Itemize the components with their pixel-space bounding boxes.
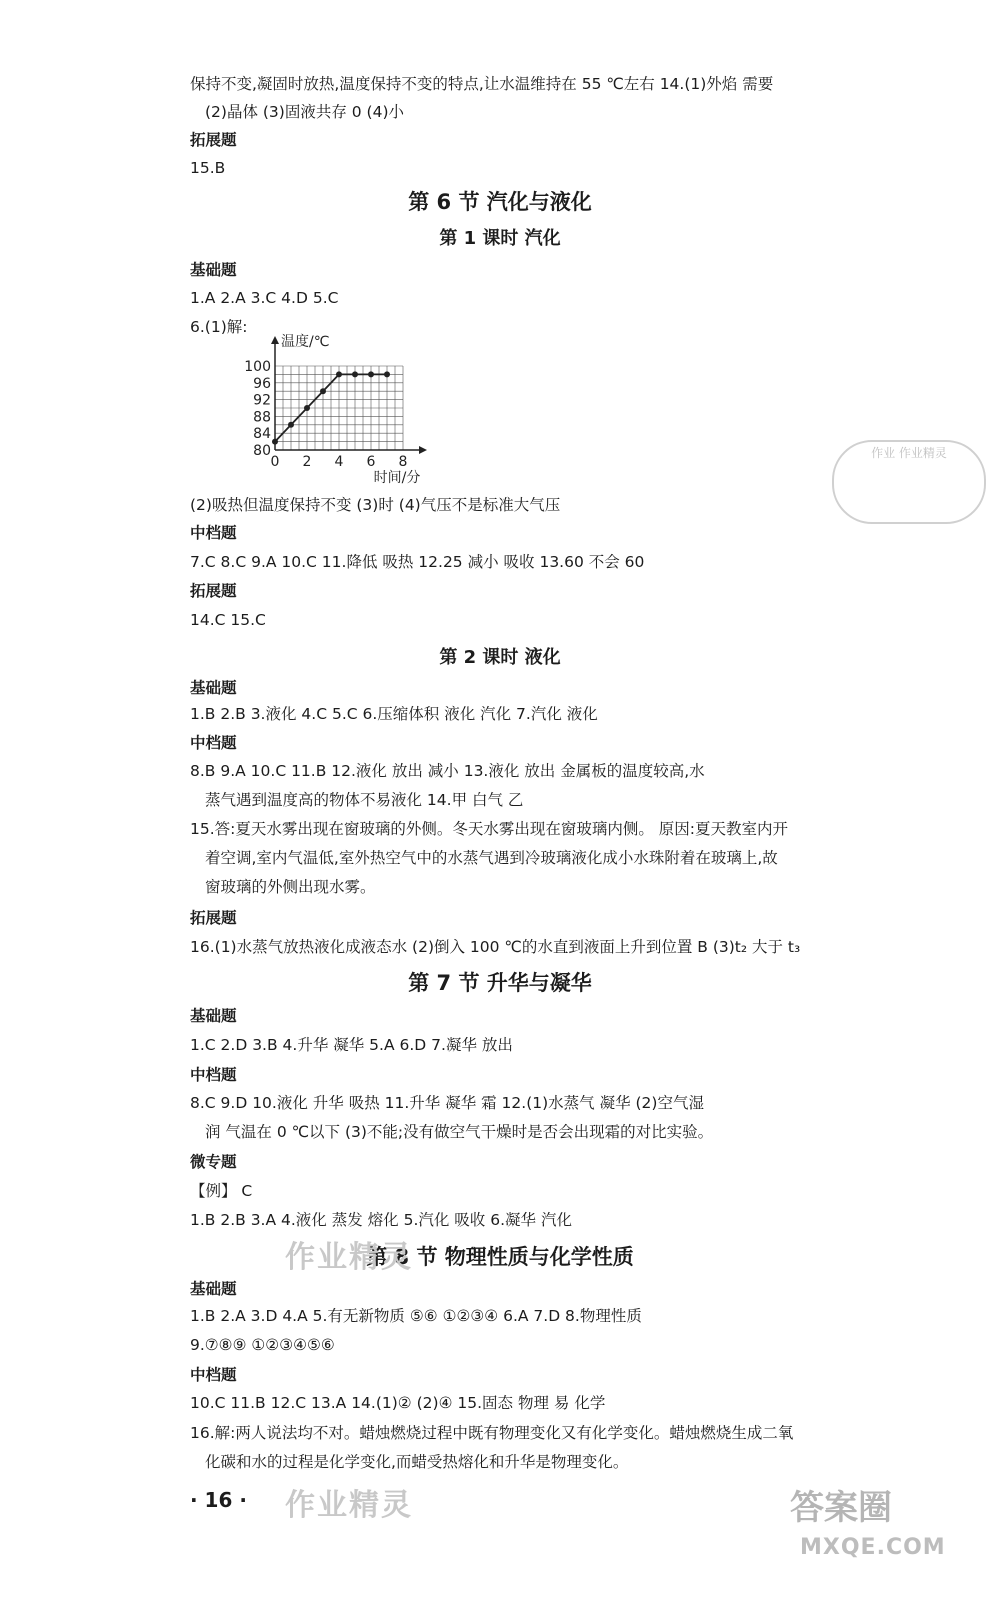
- y-tick-label: 88: [253, 409, 271, 426]
- x-tick-label: 4: [334, 454, 344, 470]
- data-point: [384, 371, 390, 377]
- answer-line: 化碳和水的过程是化学变化,而蜡受热熔化和升华是物理变化。: [205, 1453, 629, 1471]
- section-title: 第 8 节 物理性质与化学性质: [366, 1245, 634, 1269]
- x-axis-arrow: [419, 446, 427, 454]
- answer-line: (2)吸热但温度保持不变 (3)时 (4)气压不是标准大气压: [190, 496, 561, 514]
- section-label: 基础题: [190, 261, 237, 279]
- y-tick-label: 84: [253, 426, 271, 443]
- answer-line: 【例】 C: [190, 1182, 253, 1200]
- y-tick-label: 92: [253, 392, 271, 409]
- watermark-logo: 答案圈: [790, 1488, 892, 1528]
- data-point: [336, 371, 342, 377]
- data-point: [272, 439, 278, 445]
- section-label: 拓展题: [190, 909, 237, 927]
- section-title: 第 6 节 汽化与液化: [408, 190, 592, 214]
- x-tick-label: 6: [366, 454, 376, 470]
- x-tick-label: 8: [398, 454, 408, 470]
- data-point: [304, 405, 310, 411]
- lesson-title: 第 2 课时 液化: [439, 647, 561, 668]
- answer-line: 15.答:夏天水雾出现在窗玻璃的外侧。冬天水雾出现在窗玻璃内侧。 原因:夏天教室内开: [190, 820, 789, 838]
- y-tick-label: 80: [253, 443, 271, 459]
- section-title: 第 7 节 升华与凝华: [408, 971, 592, 995]
- watermark-url: MXQE.COM: [800, 1535, 946, 1560]
- answer-line: 8.B 9.A 10.C 11.B 12.液化 放出 减小 13.液化 放出 金属板的温度较高,水: [190, 762, 705, 780]
- lesson-title: 第 1 课时 汽化: [439, 228, 561, 249]
- watermark-text: 作业精灵: [285, 1488, 413, 1523]
- answer-line: 1.B 2.A 3.D 4.A 5.有无新物质 ⑤⑥ ①②③④ 6.A 7.D 8.物理性质: [190, 1307, 642, 1325]
- answer-line: 润 气温在 0 ℃以下 (3)不能;没有做空气干燥时是否会出现霜的对比实验。: [205, 1123, 714, 1141]
- answer-line: 8.C 9.D 10.液化 升华 吸热 11.升华 凝华 霜 12.(1)水蒸气 凝华 (2)空气湿: [190, 1094, 704, 1112]
- answer-line: (2)晶体 (3)固液共存 0 (4)小: [205, 103, 405, 121]
- x-tick-label: 2: [302, 454, 312, 470]
- answer-line: 16.解:两人说法均不对。蜡烛燃烧过程中既有物理变化又有化学变化。蜡烛燃烧生成二氧: [190, 1424, 794, 1442]
- answer-line: 1.C 2.D 3.B 4.升华 凝华 5.A 6.D 7.凝华 放出: [190, 1036, 513, 1054]
- answer-line: 保持不变,凝固时放热,温度保持不变的特点,让水温维持在 55 ℃左右 14.(1)外焰 需要: [190, 75, 774, 93]
- answer-line: 窗玻璃的外侧出现水雾。: [205, 878, 376, 896]
- answer-line: 9.⑦⑧⑨ ①②③④⑤⑥: [190, 1336, 335, 1354]
- y-axis-label: 温度/℃: [281, 334, 330, 350]
- data-point: [320, 388, 326, 394]
- answer-line: 蒸气遇到温度高的物体不易液化 14.甲 白气 乙: [205, 791, 524, 809]
- answer-line: 1.B 2.B 3.A 4.液化 蒸发 熔化 5.汽化 吸收 6.凝华 汽化: [190, 1211, 572, 1229]
- answer-line: 14.C 15.C: [190, 611, 266, 629]
- x-tick-label: 0: [270, 454, 280, 470]
- section-label: 基础题: [190, 1280, 237, 1298]
- answer-line: 7.C 8.C 9.A 10.C 11.降低 吸热 12.25 减小 吸收 13.60 不会 60: [190, 553, 645, 571]
- data-point: [288, 422, 294, 428]
- answer-line: 15.B: [190, 159, 226, 177]
- answer-line: 10.C 11.B 12.C 13.A 14.(1)② (2)④ 15.固态 物理 易 化学: [190, 1394, 606, 1412]
- section-label: 拓展题: [190, 131, 237, 149]
- section-label: 微专题: [190, 1153, 237, 1171]
- answer-line: 1.B 2.B 3.液化 4.C 5.C 6.压缩体积 液化 汽化 7.汽化 液化: [190, 705, 598, 723]
- answer-line: 着空调,室内气温低,室外热空气中的水蒸气遇到冷玻璃液化成小水珠附着在玻璃上,故: [205, 849, 778, 867]
- section-label: 基础题: [190, 679, 237, 697]
- page-number: · 16 ·: [190, 1488, 247, 1512]
- answer-line: 16.(1)水蒸气放热液化成液态水 (2)倒入 100 ℃的水直到液面上升到位置 B (3)t₂ 大于 t₃: [190, 938, 801, 956]
- section-label: 拓展题: [190, 582, 237, 600]
- answer-line: 1.A 2.A 3.C 4.D 5.C: [190, 289, 339, 307]
- temperature-time-graph: [244, 318, 440, 488]
- section-label: 中档题: [190, 1066, 237, 1084]
- watermark-text: 作业精灵: [285, 1240, 413, 1275]
- y-axis-arrow: [271, 336, 279, 344]
- answer-line: 6.(1)解:: [190, 318, 248, 336]
- section-label: 中档题: [190, 524, 237, 542]
- y-tick-label: 100: [244, 359, 271, 375]
- watermark-stamp: 作业 作业精灵: [832, 440, 986, 524]
- section-label: 中档题: [190, 1366, 237, 1384]
- section-label: 中档题: [190, 734, 237, 752]
- section-label: 基础题: [190, 1007, 237, 1025]
- data-point: [368, 371, 374, 377]
- x-axis-label: 时间/分: [373, 470, 421, 486]
- data-point: [352, 371, 358, 377]
- y-tick-label: 96: [253, 375, 271, 392]
